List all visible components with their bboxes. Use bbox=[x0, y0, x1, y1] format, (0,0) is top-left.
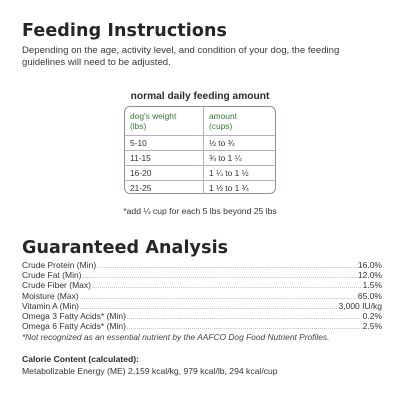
guaranteed-analysis-title: Guaranteed Analysis bbox=[22, 238, 229, 258]
nutrient-name: Crude Fiber (Max) bbox=[22, 280, 91, 291]
amount-header-line2: (cups) bbox=[209, 121, 233, 131]
nutrient-value: 12.0% bbox=[357, 270, 382, 281]
nutrient-name: Omega 6 Fatty Acids* (Min) bbox=[22, 321, 126, 332]
amount-cell: 1 ¼ to 1 ½ bbox=[209, 168, 249, 178]
nutrient-value: 3,000 IU/kg bbox=[338, 300, 382, 311]
nutrient-name: Crude Fat (Min) bbox=[22, 270, 82, 281]
nutrient-value: 2.5% bbox=[362, 321, 382, 332]
nutrient-value: 16.0% bbox=[357, 260, 382, 270]
guaranteed-analysis-list bbox=[22, 260, 382, 331]
amount-cell: 1 ½ to 1 ¾ bbox=[209, 183, 249, 193]
nutrient-name: Vitamin A (Min) bbox=[22, 300, 80, 311]
weight-header-line1: dog's weight bbox=[130, 111, 177, 121]
list-item bbox=[22, 291, 382, 301]
nutrient-value: 1.5% bbox=[362, 280, 382, 291]
dot-leader bbox=[97, 262, 357, 272]
feeding-table bbox=[124, 106, 276, 194]
weight-cell: 11-15 bbox=[125, 151, 204, 165]
feeding-table-caption: normal daily feeding amount bbox=[130, 91, 270, 102]
table-row bbox=[125, 180, 275, 194]
list-item bbox=[22, 270, 382, 280]
list-item bbox=[22, 321, 382, 331]
nutrient-name: Omega 3 Fatty Acids* (Min) bbox=[22, 310, 126, 321]
dot-leader bbox=[83, 272, 357, 282]
amount-cell: ¾ to 1 ¼ bbox=[209, 153, 242, 163]
weight-cell: 16-20 bbox=[125, 166, 204, 180]
amount-cell: ½ to ¾ bbox=[209, 138, 235, 148]
amount-column-header bbox=[204, 107, 275, 135]
nutrient-name: Crude Protein (Min) bbox=[22, 260, 97, 270]
calorie-content-value: Metabolizable Energy (ME) 2,159 kcal/kg, 979 kcal/lb, 294 kcal/cup bbox=[22, 366, 278, 376]
list-item bbox=[22, 311, 382, 321]
nutrient-value: 0.2% bbox=[362, 310, 382, 321]
weight-cell: 21-25 bbox=[125, 181, 204, 194]
table-row bbox=[125, 135, 275, 150]
table-row bbox=[125, 150, 275, 165]
dot-leader bbox=[127, 313, 362, 323]
dot-leader bbox=[92, 282, 362, 292]
feeding-table-header bbox=[125, 107, 275, 135]
weight-header-line2: (lbs) bbox=[130, 121, 147, 131]
analysis-footnote: *Not recognized as an essential nutrient by the AAFCO Dog Food Nutrient Profiles. bbox=[22, 332, 330, 342]
table-row bbox=[125, 165, 275, 180]
list-item bbox=[22, 280, 382, 290]
weight-column-header bbox=[125, 107, 204, 135]
nutrient-name: Moisture (Max) bbox=[22, 290, 79, 301]
list-item bbox=[22, 301, 382, 311]
nutrient-value: 65.0% bbox=[357, 290, 382, 301]
calorie-content-title: Calorie Content (calculated): bbox=[22, 354, 139, 364]
dot-leader bbox=[80, 293, 357, 303]
weight-cell: 5-10 bbox=[125, 136, 204, 150]
feeding-instructions-title: Feeding Instructions bbox=[22, 21, 228, 41]
amount-header-line1: amount bbox=[209, 111, 237, 121]
feeding-intro-text: Depending on the age, activity level, and condition of your dog, the feeding guidelines will need to be adjusted. bbox=[22, 45, 340, 68]
feeding-note: *add ¼ cup for each 5 lbs beyond 25 lbs bbox=[123, 206, 277, 216]
list-item bbox=[22, 260, 382, 270]
